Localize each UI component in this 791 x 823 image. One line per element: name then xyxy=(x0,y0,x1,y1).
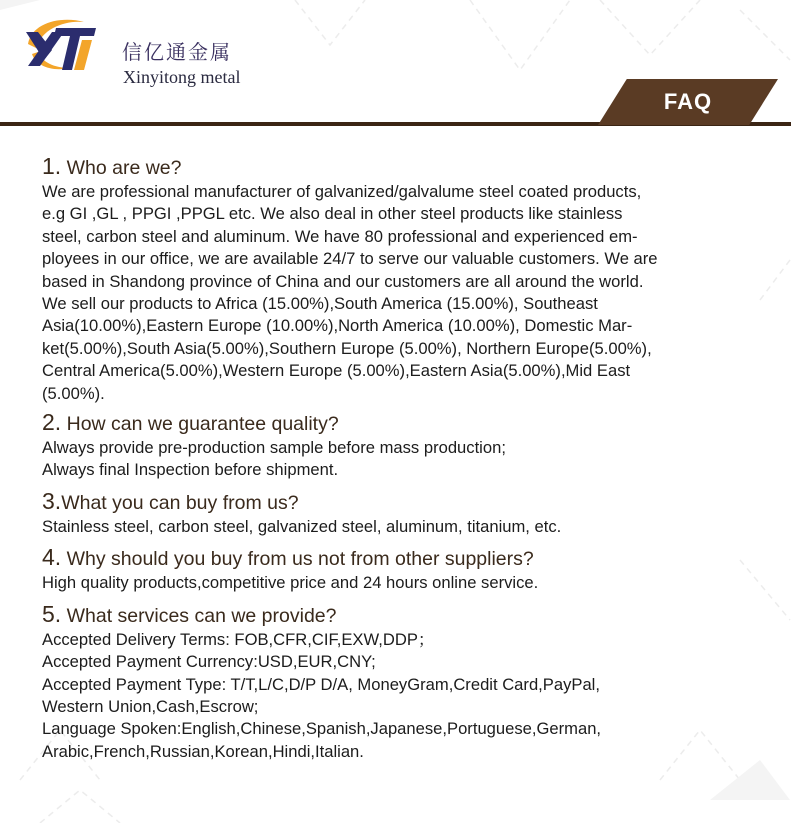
faq-question-1 xyxy=(42,153,750,181)
faq-tab-label: FAQ xyxy=(663,89,713,114)
question-number: 3. xyxy=(42,487,62,514)
answer-line: steel, carbon steel and aluminum. We have 80 professional and experienced em- xyxy=(42,226,638,246)
question-text: What you can buy from us? xyxy=(61,491,299,514)
answer-line: ket(5.00%),South Asia(5.00%),Southern Europe (5.00%), Northern Europe(5.00%), xyxy=(42,338,652,358)
question-number: 5. xyxy=(42,600,62,627)
answer-line: (5.00%). xyxy=(42,383,105,403)
question-number: 4. xyxy=(42,544,62,571)
question-number: 1. xyxy=(42,153,62,179)
faq-question-3 xyxy=(42,488,750,516)
answer-line: Arabic,French,Russian,Korean,Hindi,Italian. xyxy=(42,741,364,761)
answer-line: Central America(5.00%),Western Europe (5.00%),Eastern Asia(5.00%),Mid East xyxy=(42,361,631,381)
company-logo xyxy=(22,14,252,87)
answer-line: We sell our products to Africa (15.00%),South America (15.00%), Southeast xyxy=(42,294,598,314)
question-text: Who are we? xyxy=(61,157,182,179)
answer-line: Accepted Delivery Terms: FOB,CFR,CIF,EXW,DDP； xyxy=(42,629,435,649)
answer-line: Accepted Payment Type: T/T,L/C,D/P D/A, MoneyGram,Credit Card,PayPal, xyxy=(42,674,600,694)
answer-line: High quality products,competitive price and 24 hours online service. xyxy=(42,573,539,593)
answer-line: Accepted Payment Currency:USD,EUR,CNY; xyxy=(42,652,376,672)
answer-line: We are professional manufacturer of galvanized/galvalume steel coated products, xyxy=(42,182,642,201)
question-number: 2. xyxy=(42,409,62,436)
answer-line: Always final Inspection before shipment. xyxy=(42,460,339,480)
brand-name-english: Xinyitong metal xyxy=(123,67,241,87)
xyt-logo-icon xyxy=(22,14,102,78)
question-text: What services can we provide? xyxy=(61,604,337,627)
answer-line: Stainless steel, carbon steel, galvanized steel, aluminum, titanium, etc. xyxy=(42,516,562,536)
answer-line: ployees in our office, we are available 24/7 to serve our valuable customers. We are xyxy=(42,249,658,269)
answer-line: Asia(10.00%),Eastern Europe (10.00%),North America (10.00%), Domestic Mar- xyxy=(42,316,633,336)
answer-line: e.g GI ,GL , PPGI ,PPGL etc. We also deal in other steel products like stainless xyxy=(42,204,623,224)
brand-name-chinese: 信亿通金属 xyxy=(122,40,232,64)
question-text: Why should you buy from us not from other suppliers? xyxy=(61,548,534,571)
faq-question-4 xyxy=(42,544,750,572)
answer-line: Always provide pre-production sample before mass production; xyxy=(42,438,506,458)
answer-line: Western Union,Cash,Escrow; xyxy=(42,696,259,716)
answer-line: Language Spoken:English,Chinese,Spanish,Japanese,Portuguese,German, xyxy=(42,719,602,739)
faq-question-5 xyxy=(42,601,750,629)
question-text: How can we guarantee quality? xyxy=(61,413,339,436)
faq-content xyxy=(42,153,750,763)
faq-question-2 xyxy=(42,409,750,437)
answer-line: based in Shandong province of China and our customers are all around the world. xyxy=(42,271,644,291)
